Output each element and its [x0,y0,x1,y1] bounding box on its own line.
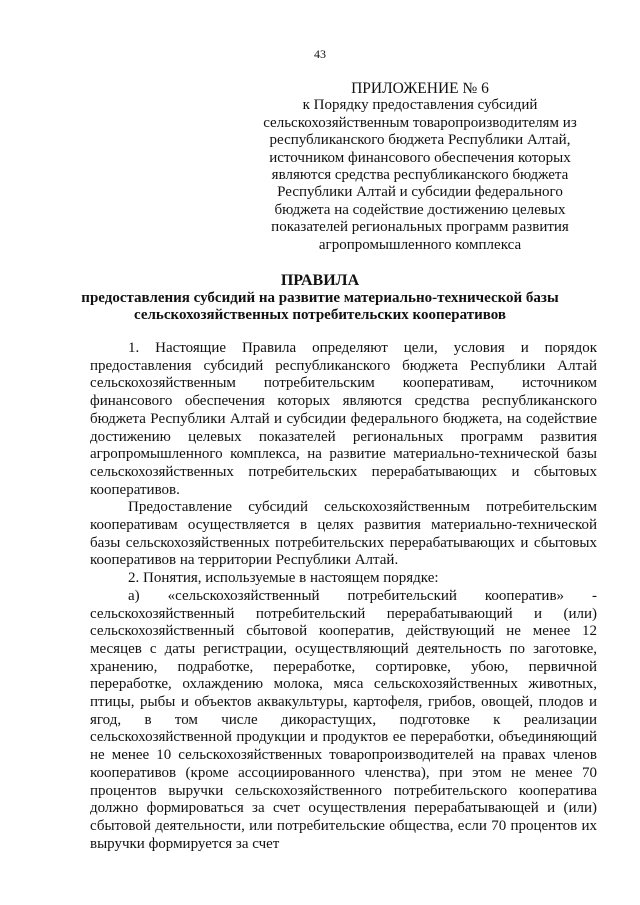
title-subtitle: предоставления субсидий на развитие материально-технической базы сельскохозяйственных потребительских кооперативов [81,289,559,323]
paragraph-4: а) «сельскохозяйственный потребительский кооператив» - сельскохозяйственный потребительский перерабатывающий и (или) сельскохозяйственный сбытовой кооператив, действующий не менее 12 месяцев с даты регистрации, осуществляющий деятельность по заготовке, хранению, подработке, переработке, сортировке, убою, первичной переработке, охлаждению молока, мяса сельскохозяйственных животных, птицы, рыбы и объектов аквакультуры, картофеля, грибов, овощей, плодов и ягод, в том числе дикорастущих, подготовке к реализации сельскохозяйственной продукции и продуктов ее переработки, объединяющий не менее 10 сельскохозяйственных товаропроизводителей на правах членов кооперативов (кроме ассоциированного членства), при этом не менее 70 процентов выручки сельскохозяйственного потребительского кооператива должно формироваться за счет осуществления перерабатывающей и (или) сбытовой деятельности, или потребительские общества, если 70 процентов их выручки формируется за счет [90,587,597,852]
paragraph-3: 2. Понятия, используемые в настоящем порядке: [128,570,439,587]
document-title [70,272,570,325]
paragraph-1: 1. Настоящие Правила определяют цели, условия и порядок предоставления субсидий республиканского бюджета Республики Алтай сельскохозяйственным потребительским кооперативам, источником финансового обеспечения которых являются средства республиканского бюджета Республики Алтай и субсидии федерального бюджета, на содействие достижению целевых показателей региональных программ развития агропромышленного комплекса, на развитие материально-технической базы сельскохозяйственных потребительских перерабатывающих и сбытовых кооперативов. [90,340,597,498]
appendix-title: ПРИЛОЖЕНИЕ № 6 [351,80,489,97]
appendix-text: к Порядку предоставления субсидий сельскохозяйственным товаропроизводителям из республиканского бюджета Республики Алтай, источником финансового обеспечения которых являются средства республиканского бюджета Республики Алтай и субсидии федерального бюджета на содействие достижению целевых показателей региональных программ развития агропромышленного комплекса [263,97,577,253]
title-main: ПРАВИЛА [280,272,360,289]
paragraph-2: Предоставление субсидий сельскохозяйственным потребительским кооперативам осуществляется в целях развития материально-технической базы сельскохозяйственных потребительских перерабатывающих и сбытовых кооперативов на территории Республики Алтай. [90,499,597,569]
appendix-block [262,80,578,254]
page-number: 43 [314,47,326,61]
document-body [90,340,597,853]
